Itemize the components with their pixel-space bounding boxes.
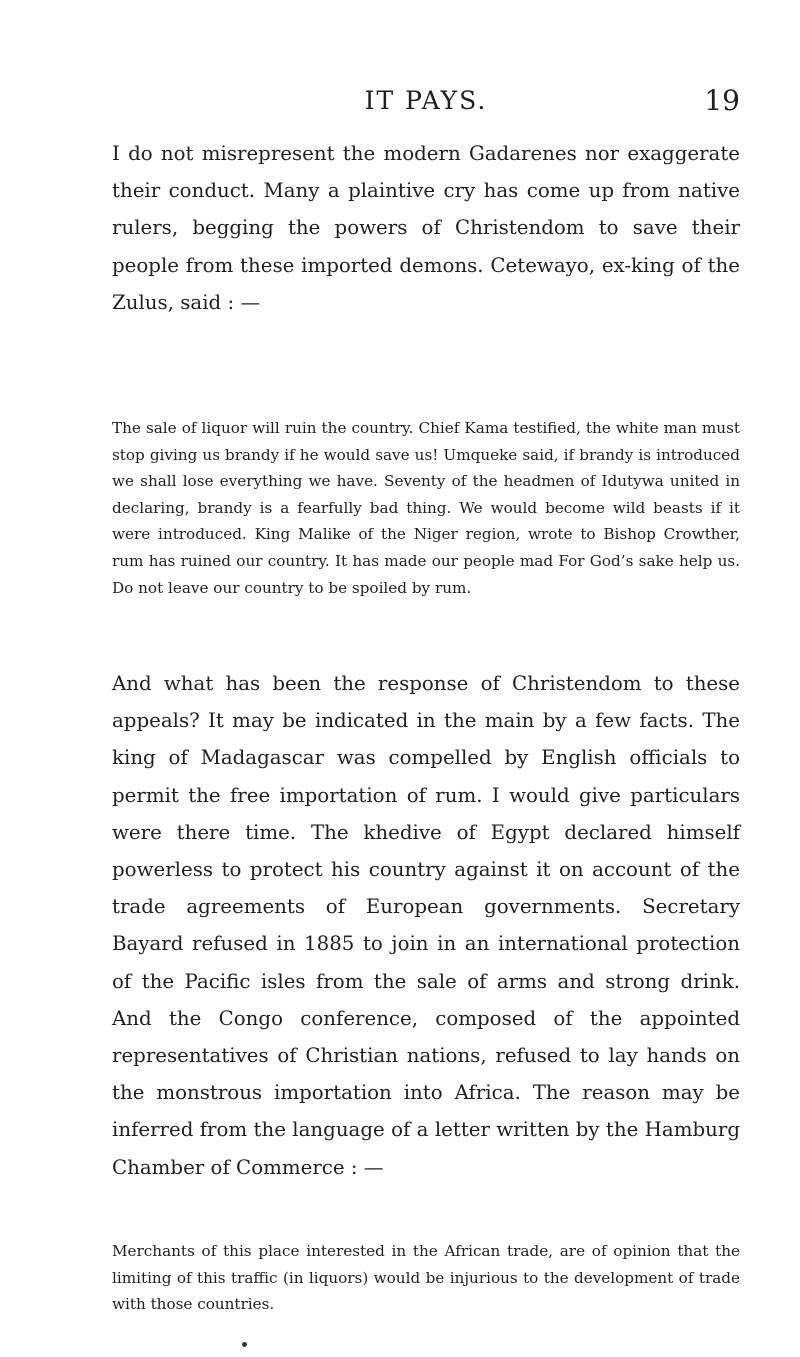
running-head bbox=[112, 86, 740, 126]
page-number: 19 bbox=[704, 84, 740, 117]
ink-spot bbox=[242, 1342, 247, 1347]
body-paragraph-1: I do not misrepresent the modern Gadarenes nor exaggerate their conduct. Many a plaintive cry has come up from native rulers, begging the powers of Christendom to save their people from these imported demons. Cetewayo, ex-king of the Zulus, said : — bbox=[112, 142, 740, 314]
body-paragraph-2: And what has been the response of Christendom to these appeals? It may be indicated in the main by a few facts. The king of Madagascar was compelled by English officials to permit the free importation of rum. I would give particulars were there time. The khedive of Egypt declared himself powerless to protect his country against it on account of the trade agreements of European governments. Secretary Bayard refused in 1885 to join in an international protection of the Pacific isles from the sale of arms and strong drink. And the Congo conference, composed of the appointed representatives of Christian nations, refused to lay hands on the monstrous importation into Africa. The reason may be inferred from the language of a letter written by the Hamburg Chamber of Commerce : — bbox=[112, 672, 740, 1179]
running-title: IT PAYS. bbox=[364, 86, 488, 115]
quotation-2: Merchants of this place interested in the African trade, are of opinion that the limiting of this traffic (in liquors) would be injurious to the development of trade with those countries. bbox=[112, 1242, 740, 1314]
quotation-1: The sale of liquor will ruin the country. Chief Kama testified, the white man must stop giving us brandy if he would save us! Umqueke said, if brandy is introduced we shall lose everything we have. Seventy of the headmen of Idutywa united in declaring, brandy is a fearfully bad thing. We would become wild beasts if it were introduced. King Malike of the Niger region, wrote to Bishop Crowther, rum has ruined our country. It has made our people mad For God’s sake help us. Do not leave our country to be spoiled by rum. bbox=[112, 419, 740, 597]
